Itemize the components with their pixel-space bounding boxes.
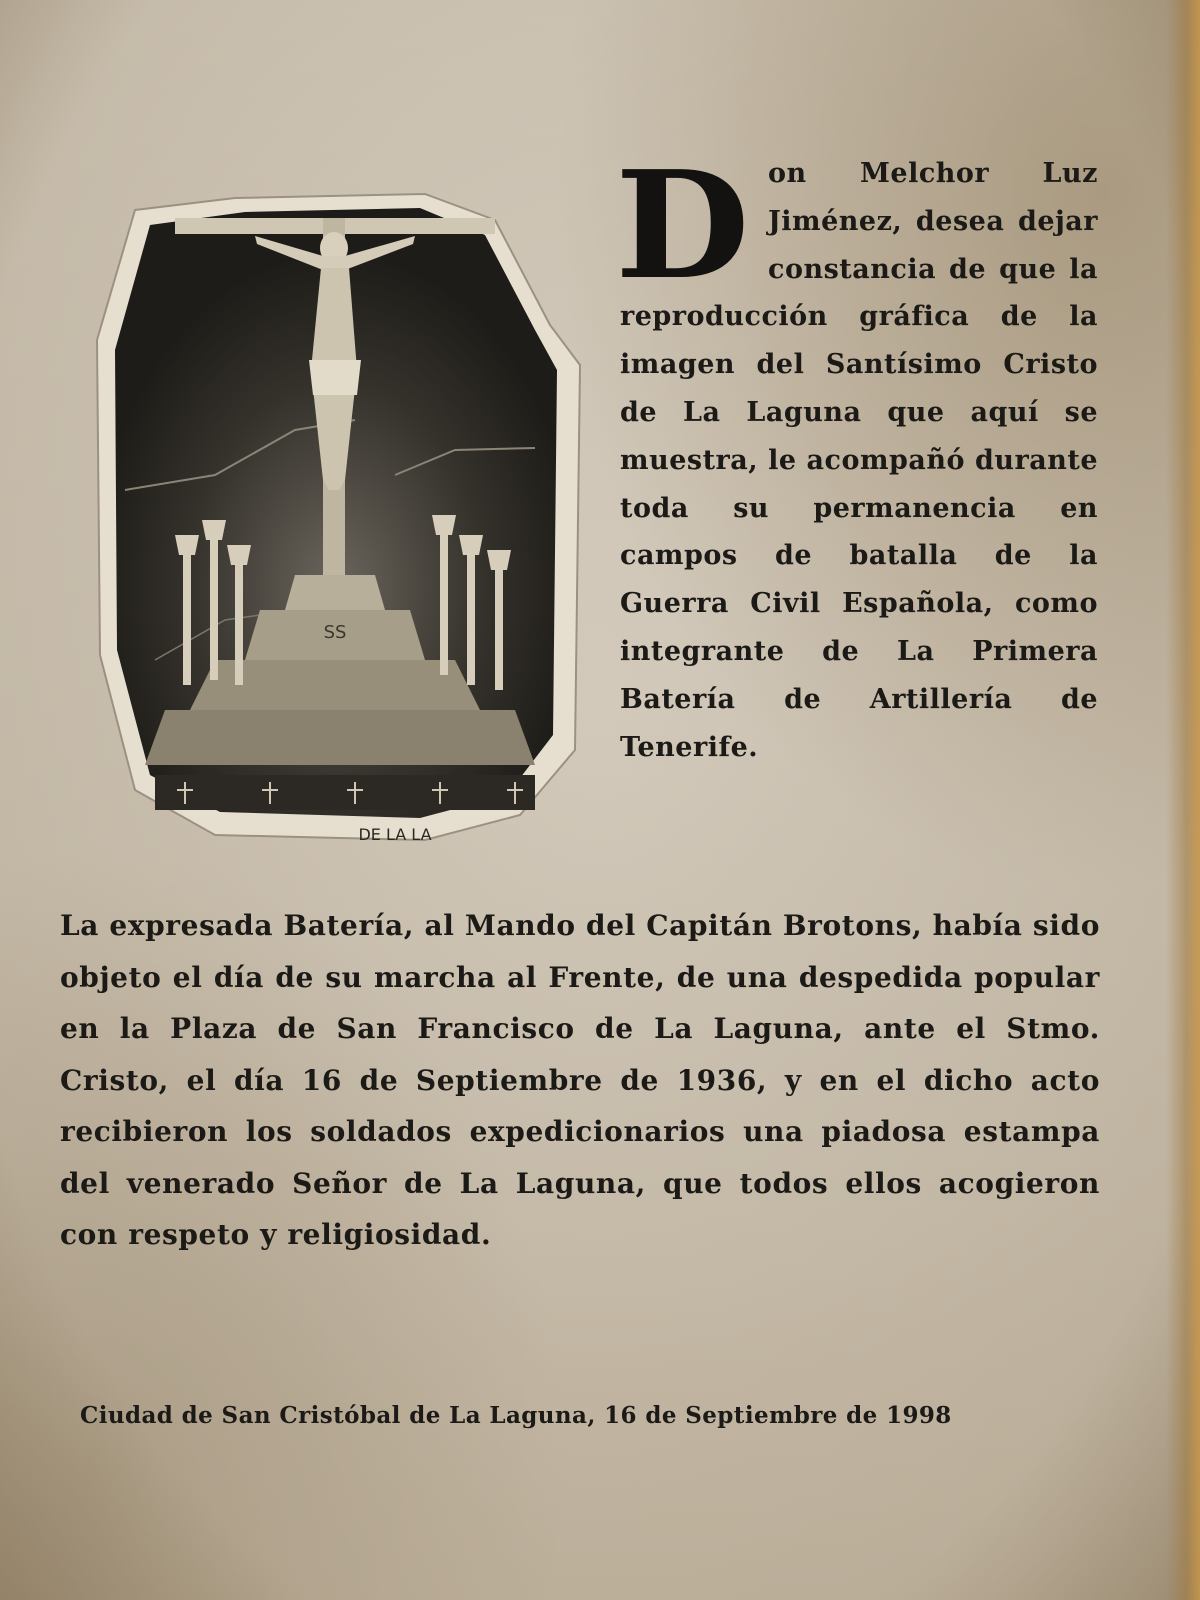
place-and-date: Ciudad de San Cristóbal de La Laguna, 16 de Septiembre de 1998 <box>80 1402 952 1429</box>
drop-cap-letter: D <box>615 138 750 312</box>
dedication-paragraph-1 <box>620 150 1098 771</box>
holy-card-photo <box>95 190 590 850</box>
svg-text:SS: SS <box>323 622 347 643</box>
photo-caption-fragment: DE LA LA <box>358 825 432 844</box>
paper-edge-stain <box>1166 0 1200 1600</box>
drop-cap-space <box>620 150 768 290</box>
dedication-paragraph-2: La expresada Batería, al Mando del Capitán Brotons, había sido objeto el día de su marcha al Frente, de una despedida popular en la Plaza de San Francisco de La Laguna, ante el Stmo. Cristo, el día 16 de Septiembre de 1936, y en el dicho acto recibieron los soldados expedicionarios una piadosa estampa del venerado Señor de La Laguna, que todos ellos acogieron con respeto y religiosidad. <box>60 909 1100 1251</box>
dedication-text-1: on Melchor Luz Jiménez, desea dejar constancia de que la reproducción gráfica de la imagen del Santísimo Cristo de La Laguna que aquí se muestra, le acompañó durante toda su permanencia en campos de batalla de la Guerra Civil Española, como integrante de La Primera Batería de Artillería de Tenerife. <box>620 158 1098 763</box>
crucifix-image <box>95 190 590 850</box>
